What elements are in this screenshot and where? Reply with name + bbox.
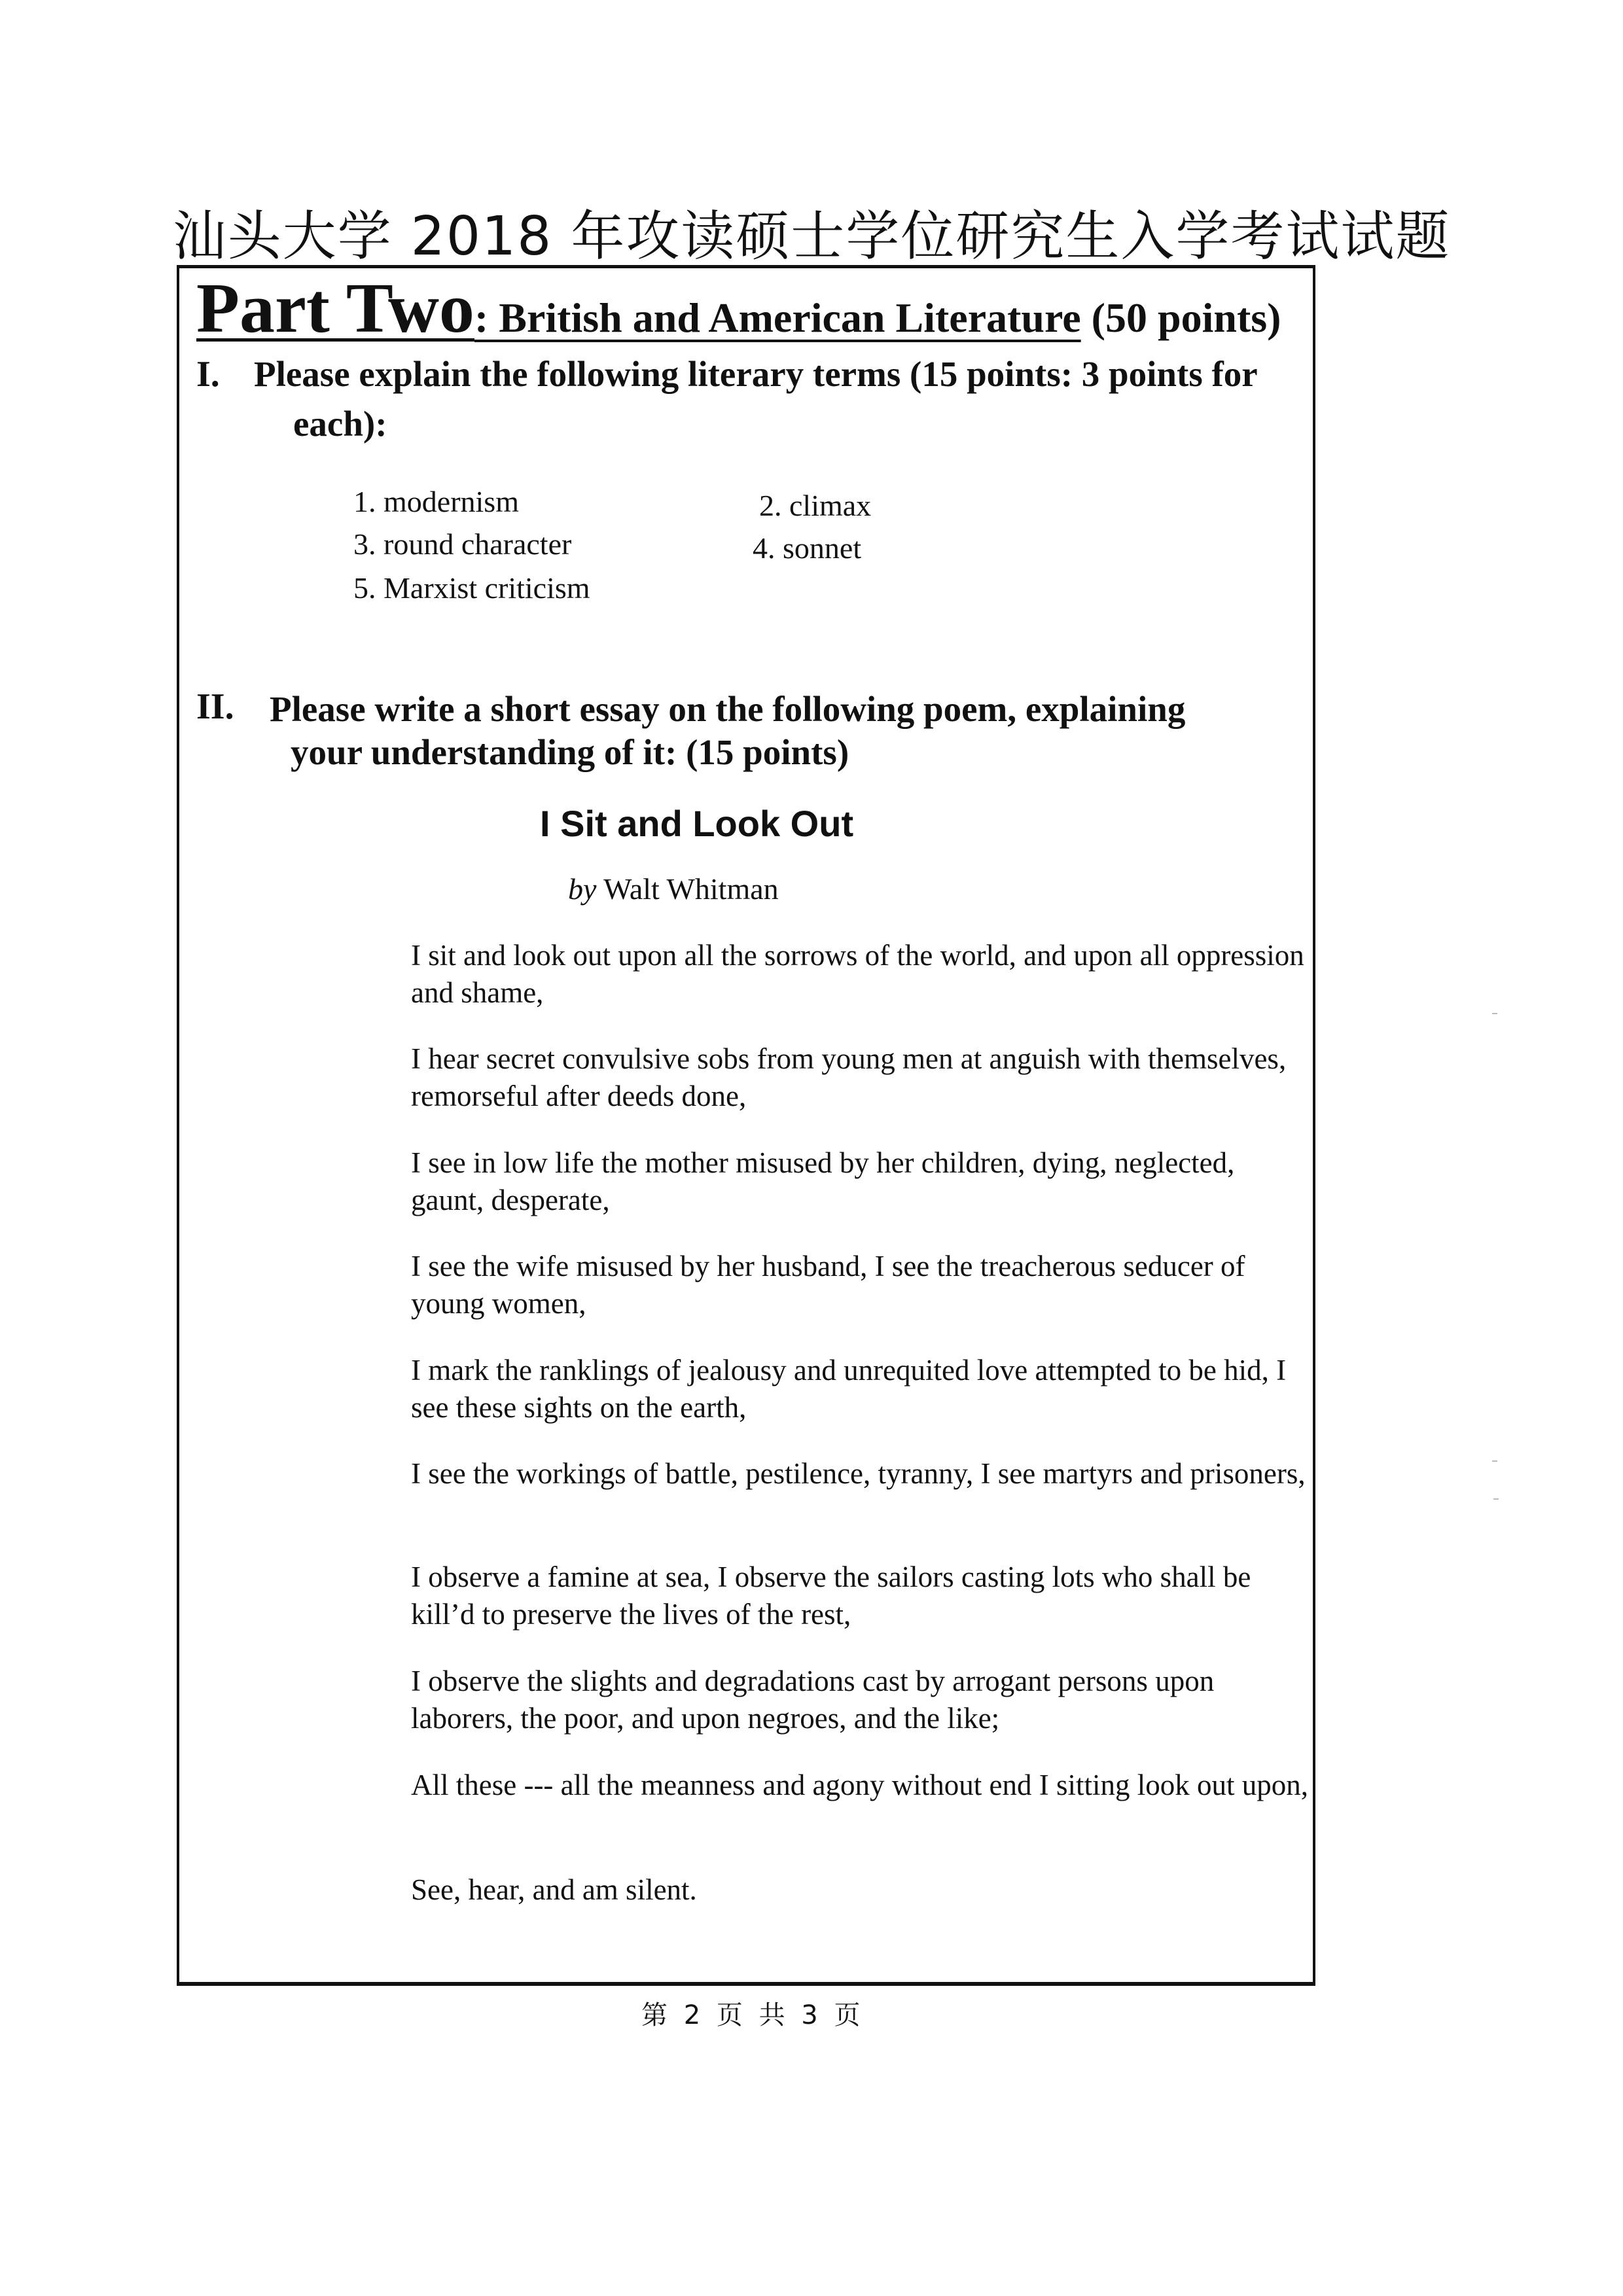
section-2-number: II. [196, 686, 234, 727]
by-label: by [568, 872, 597, 906]
term-item: 5. Marxist criticism [353, 571, 590, 605]
part-label: Part Two [196, 270, 474, 347]
poem-stanza: See, hear, and am silent. [411, 1873, 697, 1906]
scan-speck [1492, 1013, 1497, 1014]
part-points: (50 points) [1080, 294, 1281, 341]
poem-stanza: All these --- all the meanness and agony without end I sitting look out upon, [411, 1769, 1309, 1801]
part-subtitle: : British and American Literature [474, 294, 1081, 341]
poem-author: Walt Whitman [596, 872, 779, 906]
section-2-prompt-line1: Please write a short essay on the following poem, explaining [270, 689, 1186, 729]
scan-speck [1492, 1460, 1497, 1462]
poem-stanza: I see in low life the mother misused by her children, dying, neglected, gaunt, desperate, [411, 1146, 1235, 1216]
poem-byline [568, 872, 779, 906]
poem-stanza: I mark the ranklings of jealousy and unrequited love attempted to be hid, I see these sights on the earth, [411, 1354, 1287, 1424]
poem-stanza: I see the wife misused by her husband, I see the treacherous seducer of young women, [411, 1250, 1245, 1320]
poem-stanza: I observe the slights and degradations cast by arrogant persons upon laborers, the poor, and upon negroes, and the like; [411, 1665, 1215, 1735]
poem-title: I Sit and Look Out [540, 803, 854, 844]
term-item: 1. modernism [353, 485, 519, 518]
term-item: 2. climax [759, 489, 872, 522]
term-item: 3. round character [353, 527, 572, 561]
poem-stanza: I sit and look out upon all the sorrows of the world, and upon all oppression and shame, [411, 939, 1304, 1009]
exam-header: 汕头大学 2018 年攻读硕士学位研究生入学考试试题 [172, 205, 1451, 268]
section-2-prompt-line2: your understanding of it: (15 points) [291, 732, 849, 772]
part-title [196, 268, 1281, 349]
section-1-number: I. [196, 354, 220, 395]
poem-stanza: I see the workings of battle, pestilence, tyranny, I see martyrs and prisoners, [411, 1457, 1306, 1490]
page-number: 第 2 页 共 3 页 [641, 2000, 865, 2030]
poem-stanza: I hear secret convulsive sobs from young men at anguish with themselves, remorseful after deeds done, [411, 1042, 1287, 1112]
scan-speck [1493, 1498, 1499, 1500]
section-1-prompt-line2: each): [293, 404, 387, 444]
section-1-prompt-line1: Please explain the following literary terms (15 points: 3 points for [254, 354, 1258, 394]
poem-stanza: I observe a famine at sea, I observe the sailors casting lots who shall be kill’d to preserve the lives of the rest, [411, 1561, 1251, 1631]
term-item: 4. sonnet [753, 531, 862, 565]
